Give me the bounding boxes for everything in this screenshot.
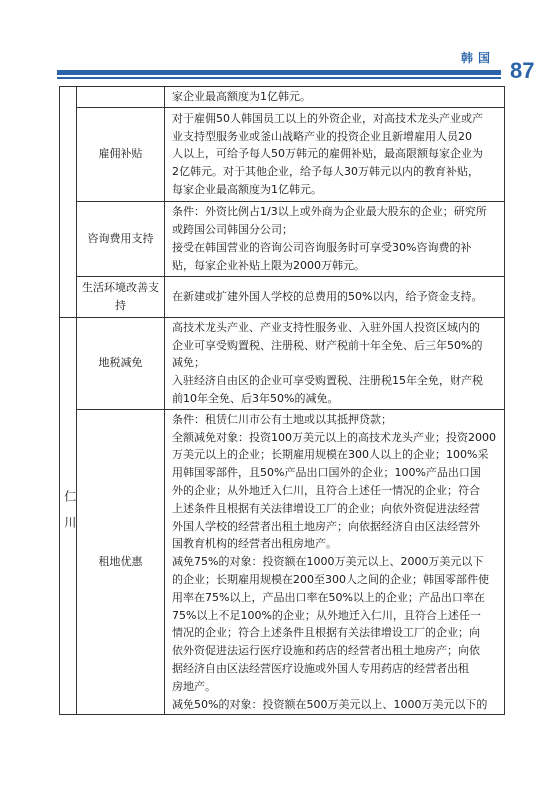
incentives-table [59,86,505,715]
description-cell [165,317,505,409]
category-local-tax-reduction: 地税减免 [77,317,165,409]
text-line: 外国人学校的经营者出租土地房产；向依据经济自由区法经营外 [172,519,480,533]
category-employment-subsidy: 雇佣补贴 [77,107,165,201]
text-line: 上述条件且根据有关法律增设工厂的企业；向依外资促进法经营 [172,501,480,515]
table-row [60,276,505,317]
text-line: 对于雇佣50人韩国员工以上的外资企业，对高技术龙头产业或产 [172,111,483,125]
text-line: 国教育机构的经营者出租房地产。 [172,537,337,551]
description-cell [165,107,505,201]
country-header: 韩国 [461,51,496,65]
region-cell-empty [60,87,77,318]
table-row [60,409,505,715]
text-line: 或跨国公司韩国分公司； [172,223,293,236]
text-line: 每家企业最高额度为1亿韩元。 [172,182,322,196]
text-line: 减免75%的对象：投资额在1000万美元以上、2000万美元以下 [172,555,484,569]
region-incheon [60,317,77,715]
text-line: 的企业；长期雇用规模在200至300人之间的企业；韩国零部件使 [172,572,489,586]
category-living-environment: 生活环境改善支持 [77,276,165,317]
text-line: 减免； [172,356,205,370]
text-line: 2亿韩元。对于其他企业，给予每人30万韩元以内的教育补贴， [172,165,479,179]
text-line: 入驻经济自由区的企业可享受购置税、注册税15年全免，财产税 [172,374,483,388]
text-line: 房地产。 [172,679,216,693]
text-line: 人以上，可给予每人50万韩元的雇佣补贴，最高限额每家企业为 [172,147,483,161]
description-cell [165,276,505,317]
page-number: 87 [510,58,535,83]
description-cell [165,201,505,276]
description-cell [165,409,505,715]
text-line: 情况的企业；符合上述条件且根据有关法律增设工厂的企业；向 [172,626,480,640]
text-line: 条件：外资比例占1/3以上或外商为企业最大股东的企业；研究所 [172,205,487,219]
text-line: 条件：租赁仁川市公有土地或以其抵押贷款； [172,412,392,426]
text-line: 前10年全免、后3年50%的减免。 [172,391,339,405]
text-line: 用率在75%以上，产品出口率在50%以上的企业；产品出口率在 [172,590,485,604]
text-line: 企业可享受购置税、注册税、财产税前十年全免、后三年50%的 [172,338,483,352]
text-line: 减免50%的对象：投资额在500万美元以上、1000万美元以下的 [172,697,488,711]
header-rule-thick [57,70,501,75]
table-row [60,107,505,201]
category-consulting-support: 咨询费用支持 [77,201,165,276]
text-line: 家企业最高额度为1亿韩元。 [172,90,311,103]
text-line: 75%以上不足100%的企业；从外地迁入仁川，且符合上述任一 [172,608,481,622]
description-cell [165,87,505,108]
table-row [60,201,505,276]
header-rule-thin [57,77,501,79]
text-line: 外的企业；从外地迁入仁川，且符合上述任一情况的企业；符合 [172,483,480,497]
table-row [60,317,505,409]
category-land-lease: 租地优惠 [77,409,165,715]
category-cell-continued [77,87,165,108]
text-line: 业支持型服务业或釜山战略产业的投资企业且新增雇用人员20 [172,129,472,143]
table-row [60,87,505,108]
text-line: 全额减免对象：投资100万美元以上的高技术龙头产业；投资2000 [172,430,496,444]
text-line: 据经济自由区法经营医疗设施或外国人专用药店的经营者出租 [172,661,469,675]
text-line: 万美元以上的企业；长期雇用规模在300人以上的企业；100%采 [172,448,489,462]
text-line: 接受在韩国营业的咨询公司咨询服务时可享受30%咨询费的补 [172,240,472,254]
text-line: 依外资促进法运行医疗设施和药店的经营者出租土地房产；向依 [172,644,480,658]
text-line: 高技术龙头产业、产业支持性服务业、入驻外国人投资区域内的 [172,320,480,334]
text-line: 用韩国零部件，且50%产品出口国外的企业；100%产品出口国 [172,466,481,480]
text-line: 在新建或扩建外国人学校的总费用的50%以内，给予资金支持。 [172,289,483,303]
region-label: 仁川 [62,490,77,543]
text-line: 贴，每家企业补贴上限为2000万韩元。 [172,258,365,272]
